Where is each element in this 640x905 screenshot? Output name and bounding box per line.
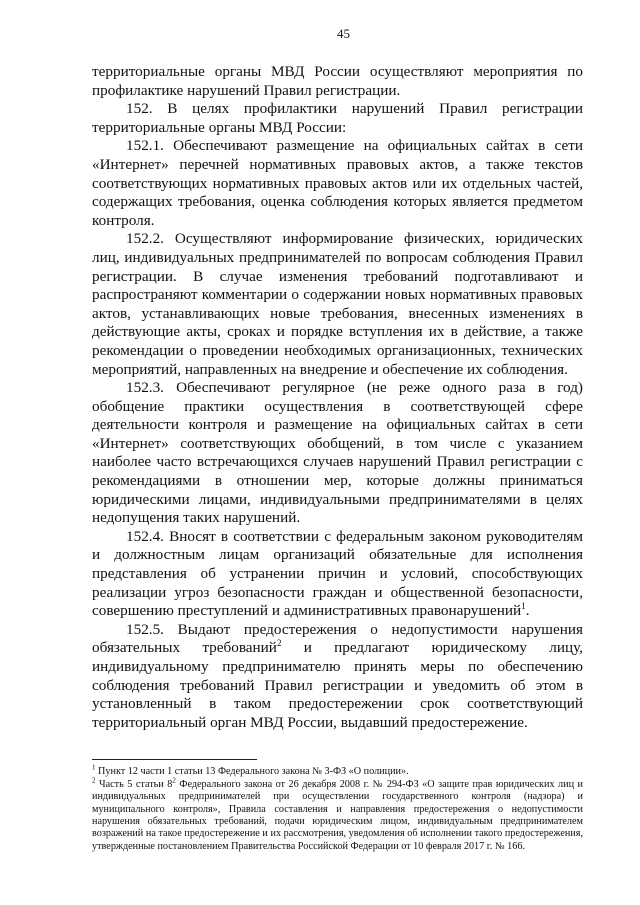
footnote-2-article-sup: 2	[172, 776, 176, 785]
paragraph-152-5-text-b: и предлагают юридическому лицу, индивидуальному предпринимателю принять меры по обеспечению соблюдения требований Правил регистрации и уведомить об этом в установленный в таком предостережении срок соответствующий территориальный орган МВД России, выдавший предостережение.	[92, 639, 583, 731]
footnotes	[92, 763, 583, 853]
footnote-2-text-b: Федерального закона от 26 декабря 2008 г. № 294-ФЗ «О защите прав юридических лиц и индивидуальных предпринимателей при осуществлении государственного контроля (надзора) и муниципального контроля», Правила составления и направления предостережения о недопустимости нарушения обязательных требований, подачи юридическим лицом, индивидуальным предпринимателем возражений на такое предостережение и их рассмотрения, уведомления об исполнении такого предостережения, утвержденные постановлением Правительства Российской Федерации от 10 февраля 2017 г. № 166.	[92, 778, 583, 852]
paragraph-152-1: 152.1. Обеспечивают размещение на официальных сайтах в сети «Интернет» перечней нормативных правовых актов, а также текстов соответствующих нормативных правовых актов или их отдельных частей, содержащих требования, оценка соблюдения которых является предметом контроля.	[92, 137, 583, 229]
paragraph-152-2: 152.2. Осуществляют информирование физических, юридических лиц, индивидуальных предпринимателей по вопросам соблюдения Правил регистрации. В случае изменения требований подготавливают и распространяют комментарии о содержании новых нормативных правовых актов, устанавливающих новые требования, внесенных изменениях в действующие акты, сроках и порядке вступления их в действие, а также рекомендации о проведении необходимых организационных, технических мероприятий, направленных на внедрение и обеспечение их соблюдения.	[92, 230, 583, 378]
footnote-ref-1[interactable]: 1	[521, 601, 526, 612]
footnote-mark-2: 2	[92, 776, 96, 785]
footnote-ref-2[interactable]: 2	[276, 638, 282, 649]
footnote-2	[92, 776, 583, 853]
footnote-divider	[92, 759, 257, 760]
paragraph-continuation: территориальные органы МВД России осуществляют мероприятия по профилактике нарушений Правил регистрации.	[92, 63, 583, 99]
paragraph-152-5-text-a: 152.5. Выдают предостережения о недопустимости нарушения обязательных требований	[92, 620, 583, 657]
paragraph-152-5	[92, 621, 583, 733]
document-body	[92, 63, 583, 732]
footnote-1-text: Пункт 12 части 1 статьи 13 Федерального закона № 3-ФЗ «О полиции».	[95, 766, 409, 778]
paragraph-152-4-end: .	[525, 602, 530, 620]
footnote-1	[92, 763, 583, 778]
footnote-mark-1: 1	[92, 763, 96, 772]
page-number: 45	[337, 26, 350, 41]
paragraph-152-3: 152.3. Обеспечивают регулярное (не реже одного раза в год) обобщение практики осуществления в соответствующей сфере деятельности контроля и размещение на официальных сайтах в сети «Интернет» соответствующих обобщений, в том числе с указанием наиболее часто встречающихся случаев нарушений Правил регистрации с рекомендациями в отношении мер, которые должны приниматься юридическими лицами, индивидуальными предпринимателями в целях недопущения таких нарушений.	[92, 379, 583, 527]
paragraph-152-4-text: 152.4. Вносят в соответствии с федеральным законом руководителям и должностным лицам организаций обязательные для исполнения представления об устранении причин и условий, способствующих реализации угроз безопасности граждан и общественной безопасности, совершению преступлений и административных правонарушений	[92, 527, 583, 620]
paragraph-152-4	[92, 528, 583, 621]
footnote-2-text-a: Часть 5 статьи 8	[95, 778, 173, 790]
paragraph-152: 152. В целях профилактики нарушений Правил регистрации территориальные органы МВД России:	[92, 100, 583, 136]
